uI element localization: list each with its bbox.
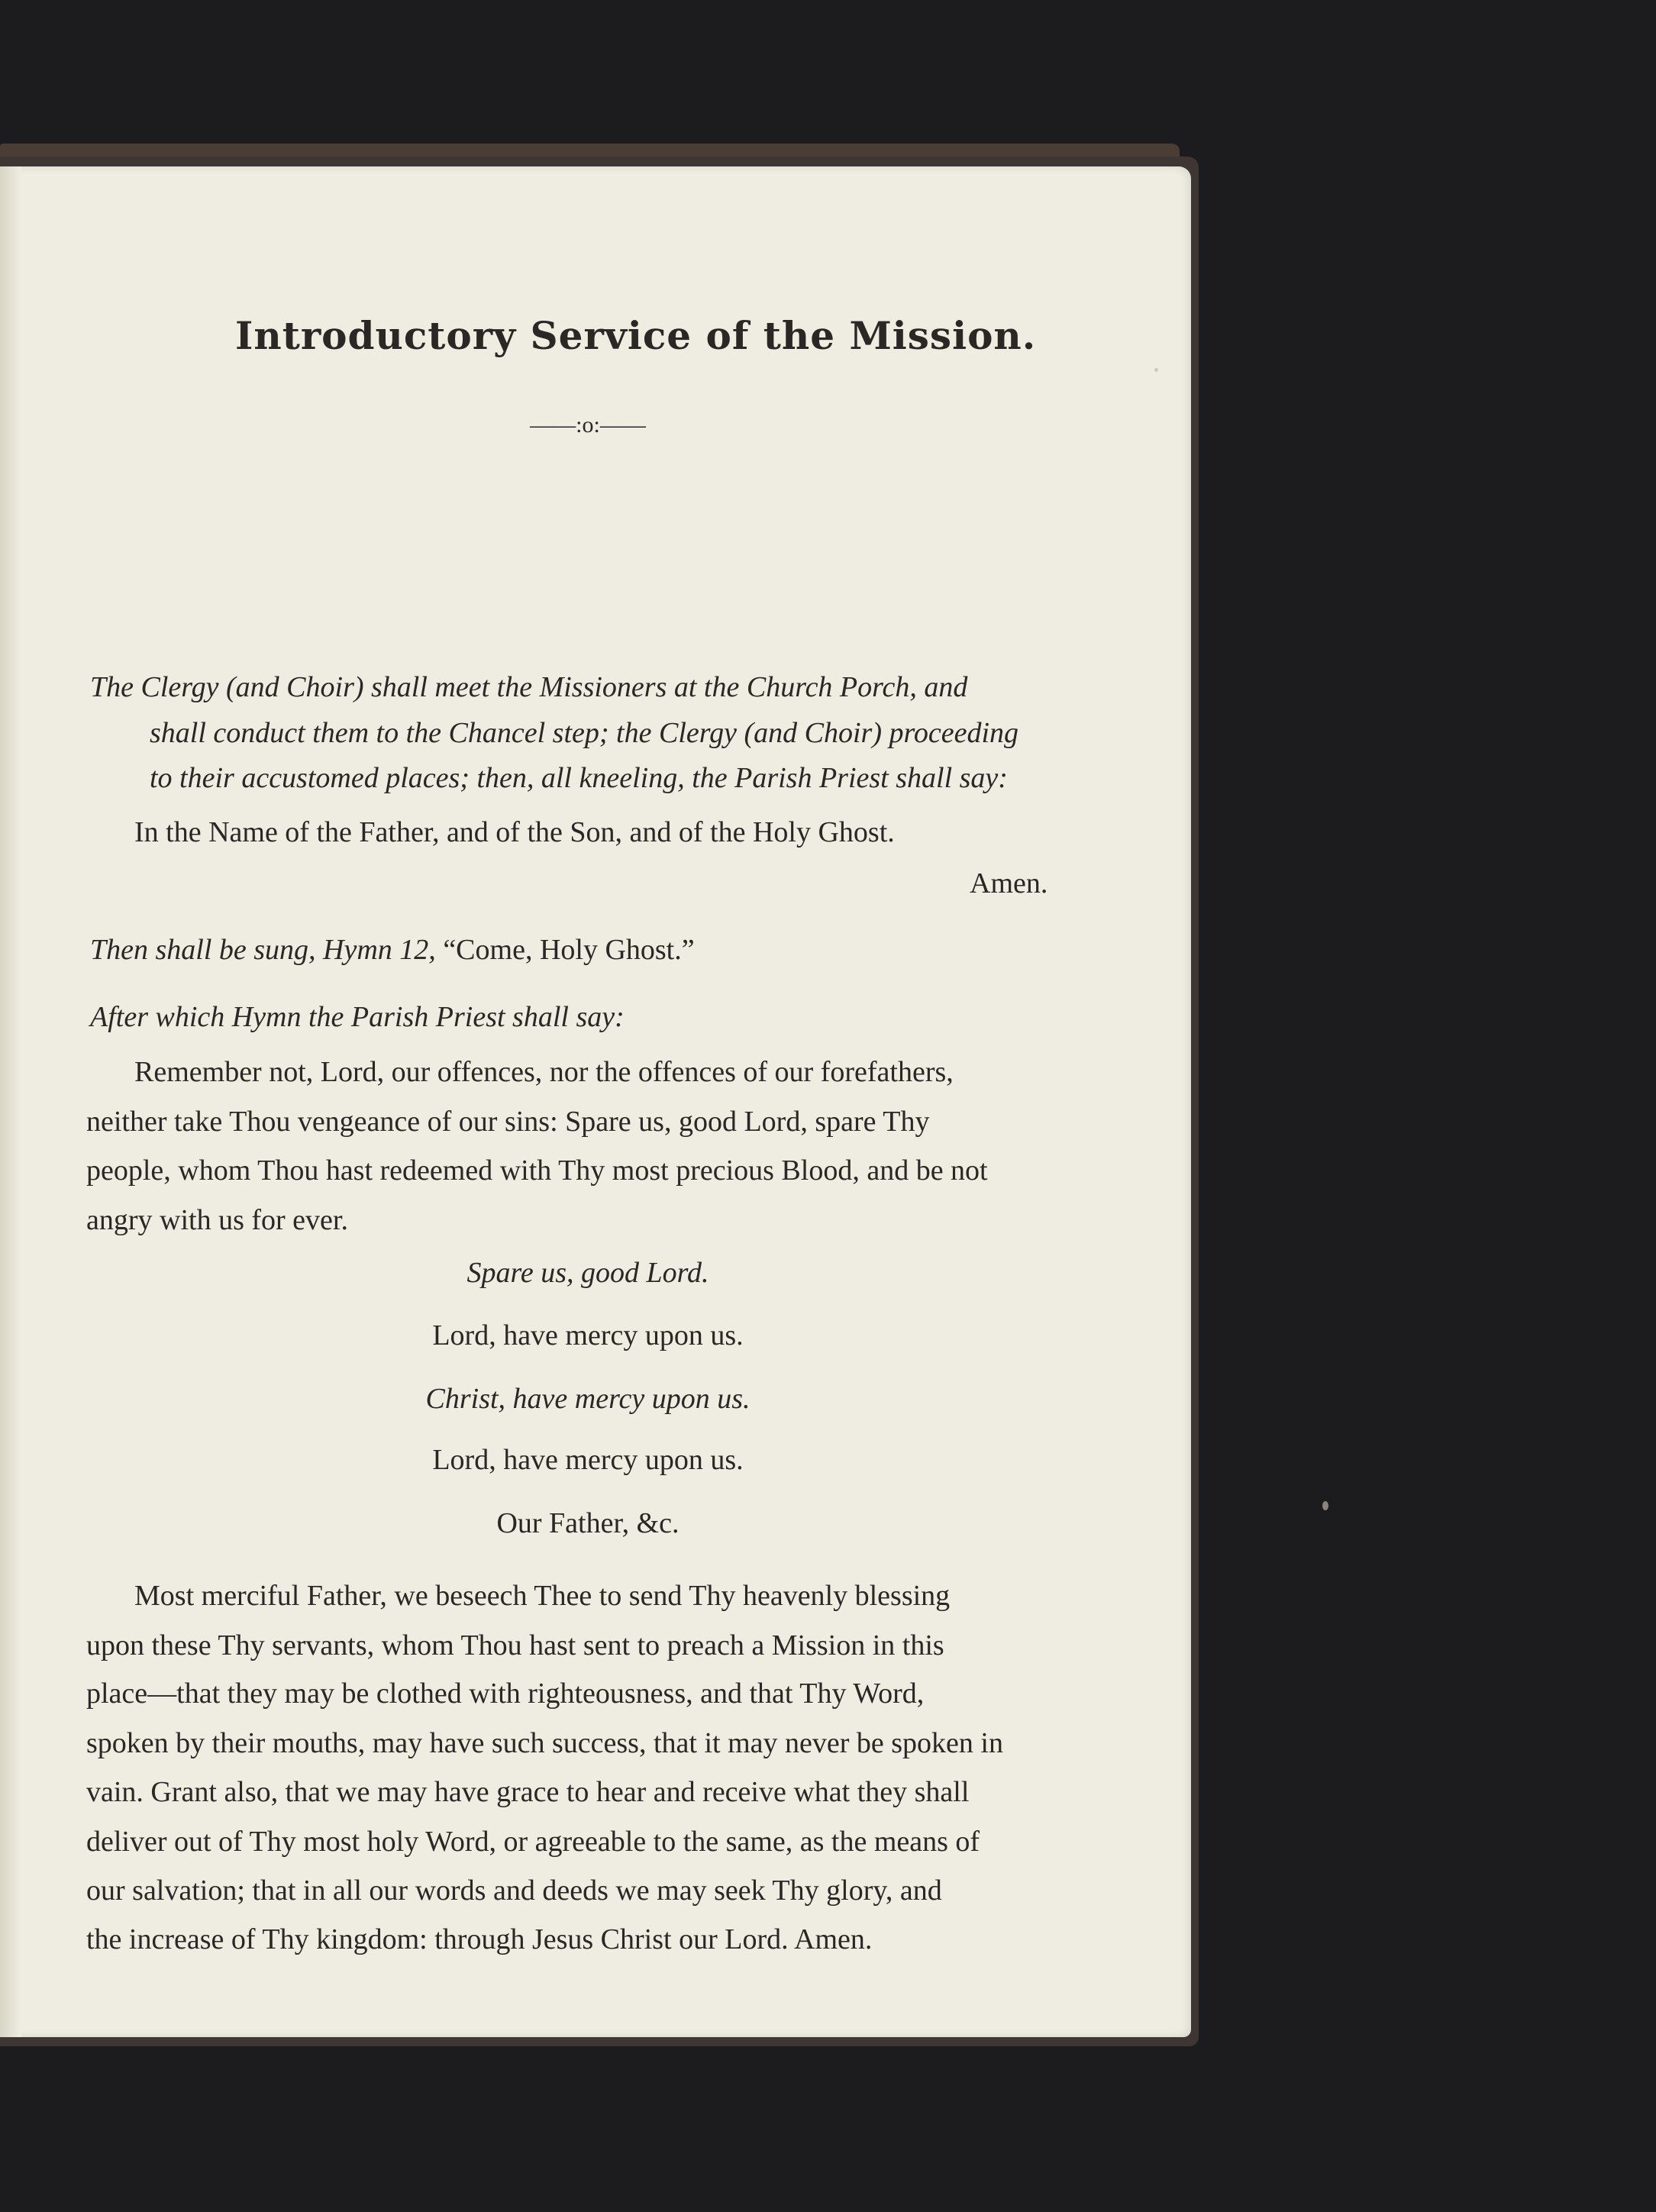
prayer-line: Remember not, Lord, our offences, nor the offences of our forefathers, bbox=[134, 1056, 954, 1088]
rubric-line: The Clergy (and Choir) shall meet the Missioners at the Church Porch, and bbox=[90, 671, 968, 703]
hymn-rubric bbox=[90, 933, 695, 967]
paper-speck bbox=[1154, 368, 1158, 372]
prayer-line: Most merciful Father, we beseech Thee to send Thy heavenly blessing bbox=[134, 1580, 951, 1612]
invocation-amen: Amen. bbox=[970, 867, 1048, 899]
invocation-line: In the Name of the Father, and of the Son, and of the Holy Ghost. bbox=[134, 816, 895, 848]
response-line: Spare us, good Lord. bbox=[466, 1257, 709, 1289]
rubric-after-hymn: After which Hymn the Parish Priest shall say: bbox=[90, 1001, 625, 1033]
prayer-line: deliver out of Thy most holy Word, or agreeable to the same, as the means of bbox=[86, 1826, 980, 1858]
response-line: Christ, have mercy upon us. bbox=[425, 1383, 751, 1415]
prayer-line: the increase of Thy kingdom: through Jesus Christ our Lord. Amen. bbox=[86, 1923, 873, 1955]
title-divider: ——:o:—— bbox=[530, 412, 646, 438]
hymn-title: “Come, Holy Ghost.” bbox=[443, 934, 695, 966]
prayer-line: spoken by their mouths, may have such success, that it may never be spoken in bbox=[86, 1727, 1003, 1759]
prayer-line: place—that they may be clothed with righteousness, and that Thy Word, bbox=[86, 1678, 925, 1710]
prayer-line: our salvation; that in all our words and deeds we may seek Thy glory, and bbox=[86, 1875, 942, 1907]
prayer-line: people, whom Thou hast redeemed with Thy most precious Blood, and be not bbox=[86, 1154, 988, 1187]
dust-speck bbox=[1322, 1501, 1328, 1510]
rubric-line: to their accustomed places; then, all kneeling, the Parish Priest shall say: bbox=[150, 762, 1008, 794]
prayer-line: vain. Grant also, that we may have grace to hear and receive what they shall bbox=[86, 1776, 970, 1808]
prayer-line: angry with us for ever. bbox=[86, 1204, 348, 1236]
response-line: Our Father, &c. bbox=[496, 1507, 680, 1539]
page-title: Introductory Service of the Mission. bbox=[235, 313, 1037, 358]
response-line: Lord, have mercy upon us. bbox=[432, 1444, 744, 1476]
prayer-line: upon these Thy servants, whom Thou hast sent to preach a Mission in this bbox=[86, 1629, 944, 1661]
response-line: Lord, have mercy upon us. bbox=[432, 1319, 744, 1351]
hymn-rubric-italic: Then shall be sung, Hymn 12, bbox=[90, 934, 436, 966]
prayer-line: neither take Thou vengeance of our sins: Spare us, good Lord, spare Thy bbox=[86, 1106, 930, 1138]
rubric-line: shall conduct them to the Chancel step; the Clergy (and Choir) proceeding bbox=[150, 717, 1019, 749]
page-gutter bbox=[0, 166, 21, 2037]
